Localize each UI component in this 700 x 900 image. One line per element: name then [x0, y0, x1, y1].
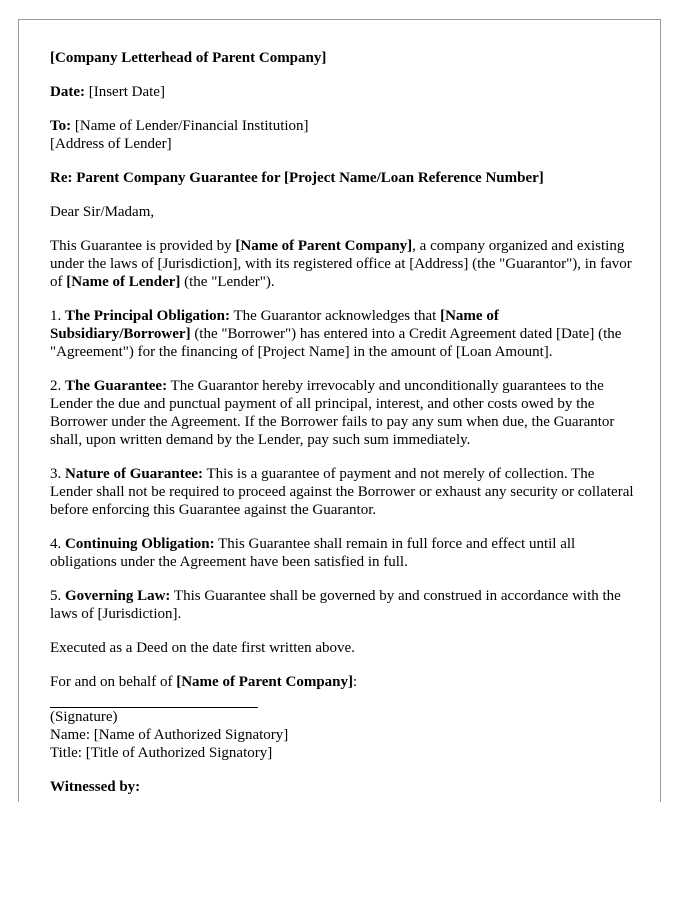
clause-4-number: 4. — [50, 536, 65, 552]
intro-parent-company: [Name of Parent Company] — [235, 238, 413, 254]
intro-lender: [Name of Lender] — [66, 274, 181, 290]
behalf-line — [50, 673, 640, 691]
clause-2-number: 2. — [50, 378, 65, 394]
clause-1-title: The Principal Obligation: — [65, 308, 231, 324]
recipient-line-1 — [50, 117, 640, 135]
witness-label: Witnessed by: — [50, 779, 141, 795]
signatory-title: Title: [Title of Authorized Signatory] — [50, 745, 273, 761]
clause-1-text-2: (the "Borrower") has entered into a Credit Agreement dated [Date] (the "Agreement") for the financing of [Project Name] in the amount of [Loan Amount]. — [50, 326, 622, 360]
recipient-address: [Address of Lender] — [50, 136, 172, 152]
clause-5-number: 5. — [50, 588, 65, 604]
clause-2-title: The Guarantee: — [65, 378, 168, 394]
clause-4-title: Continuing Obligation: — [65, 536, 215, 552]
recipient-name: [Name of Lender/Financial Institution] — [71, 118, 309, 134]
signature-label: (Signature) — [50, 709, 118, 725]
letterhead — [50, 49, 640, 67]
letter-page — [18, 19, 661, 802]
intro-text-1: This Guarantee is provided by — [50, 238, 236, 254]
clause-1-number: 1. — [50, 308, 65, 324]
executed-line: Executed as a Deed on the date first written above. — [50, 640, 355, 656]
date-label: Date: — [50, 84, 85, 100]
clause-3-text: This is a guarantee of payment and not merely of collection. The Lender shall not be required to proceed against the Borrower or exhaust any security or collateral before enforcing this Guarantee against the Guarantor. — [50, 466, 634, 518]
intro-text-3: (the "Lender"). — [180, 274, 275, 290]
witness-line — [50, 778, 640, 796]
clause-4-text: This Guarantee shall remain in full force and effect until all obligations under the Agreement have been satisfied in full. — [50, 536, 576, 570]
date-value: [Insert Date] — [84, 84, 165, 100]
clause-2 — [50, 377, 640, 449]
clause-5 — [50, 587, 640, 623]
clause-1-text-1: The Guarantor acknowledges that — [230, 308, 441, 324]
behalf-text-1: For and on behalf of — [50, 674, 177, 690]
behalf-text-2: : — [353, 674, 358, 690]
clause-5-text: This Guarantee shall be governed by and construed in accordance with the laws of [Jurisdiction]. — [50, 588, 621, 622]
clause-5-title: Governing Law: — [65, 588, 171, 604]
clause-4 — [50, 535, 640, 571]
clause-3-number: 3. — [50, 466, 65, 482]
to-label: To: — [50, 118, 72, 134]
subject-line — [50, 169, 640, 187]
letterhead-text: [Company Letterhead of Parent Company] — [50, 50, 327, 66]
clause-2-text: The Guarantor hereby irrevocably and unconditionally guarantees to the Lender the due and punctual payment of all principal, interest, and other costs owed by the Borrower under the Agreement. If the Borrower fails to pay any sum when due, the Guarantor shall, upon written demand by the Lender, pay such sum immediately. — [50, 378, 615, 448]
clause-1-borrower: [Name of Subsidiary/Borrower] — [50, 308, 499, 342]
date-line — [50, 83, 640, 101]
clause-1 — [50, 307, 640, 361]
letter-content — [50, 49, 640, 802]
intro-text-2: , a company organized and existing under the laws of [Jurisdiction], with its registered office at [Address] (the "Guarantor"), in favor of — [50, 238, 632, 290]
signatory-name: Name: [Name of Authorized Signatory] — [50, 727, 289, 743]
signature-block — [50, 708, 640, 762]
salutation: Dear Sir/Madam, — [50, 204, 155, 220]
recipient-block — [50, 117, 640, 153]
clause-3 — [50, 465, 640, 519]
behalf-parent-company: [Name of Parent Company] — [176, 674, 353, 690]
clause-3-title: Nature of Guarantee: — [65, 466, 204, 482]
intro-paragraph — [50, 237, 640, 291]
subject-text: Re: Parent Company Guarantee for [Project Name/Loan Reference Number] — [50, 170, 544, 186]
